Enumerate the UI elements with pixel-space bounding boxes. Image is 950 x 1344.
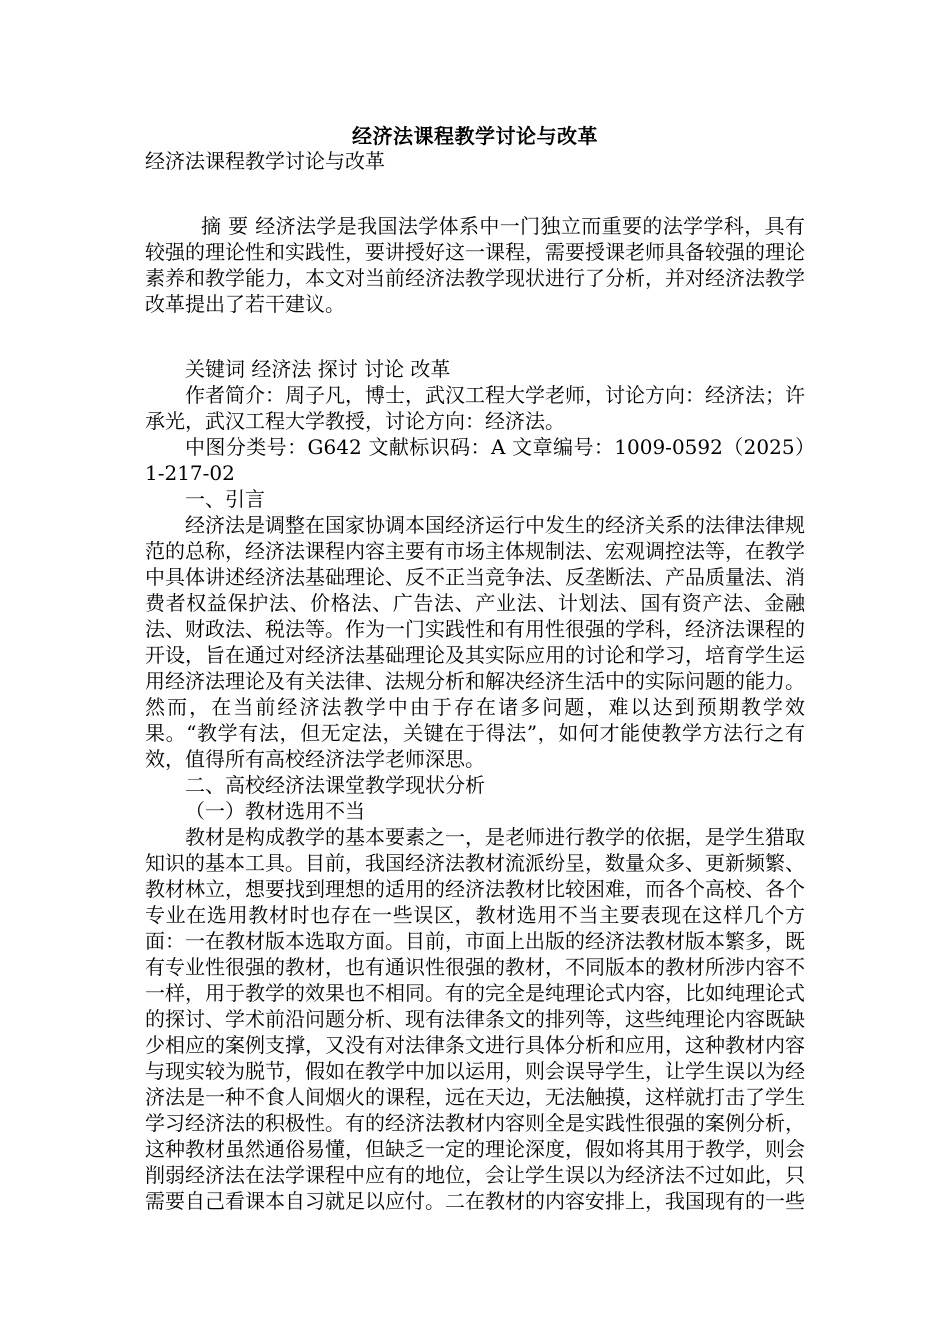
spacer xyxy=(145,200,805,213)
document-body xyxy=(145,148,805,1214)
document-subtitle: 经济法课程教学讨论与改革 xyxy=(145,149,385,173)
section-heading-analysis: 二、高校经济法课堂教学现状分析 xyxy=(185,773,485,797)
subsection-heading-textbook: （一）教材选用不当 xyxy=(185,799,365,823)
classification-line: 中图分类号：G642 文献标识码：A 文章编号：1009-0592（2025）1-217-02 xyxy=(145,435,805,485)
abstract-paragraph: 摘 要 经济法学是我国法学体系中一门独立而重要的法学学科，具有较强的理论性和实践性，要讲授好这一课程，需要授课老师具备较强的理论素养和教学能力，本文对当前经济法教学现状进行了分析，并对经济法教学改革提出了若干建议。 xyxy=(145,214,805,316)
introduction-paragraph: 经济法是调整在国家协调本国经济运行中发生的经济关系的法律法律规范的总称，经济法课程内容主要有市场主体规制法、宏观调控法等，在教学中具体讲述经济法基础理论、反不正当竞争法、反垄断法、产品质量法、消费者权益保护法、价格法、广告法、产业法、计划法、国有资产法、金融法、财政法、税法等。作为一门实践性和有用性很强的学科，经济法课程的开设，旨在通过对经济法基础理论及其实际应用的讨论和学习，培育学生运用经济法理论及有关法律、法规分析和解决经济生活中的实际问题的能力。然而，在当前经济法教学中由于存在诸多问题，难以达到预期教学效果。“教学有法，但无定法，关键在于得法”，如何才能使教学方法行之有效，值得所有高校经济法学老师深思。 xyxy=(145,513,805,771)
document-title: 经济法课程教学讨论与改革 xyxy=(352,124,598,148)
keywords-line: 关键词 经济法 探讨 讨论 改革 xyxy=(185,357,451,381)
spacer xyxy=(145,317,805,343)
spacer xyxy=(145,174,805,200)
section-heading-introduction: 一、引言 xyxy=(185,487,265,511)
spacer xyxy=(145,343,805,356)
textbook-paragraph: 教材是构成教学的基本要素之一，是老师进行教学的依据，是学生猎取知识的基本工具。目前，我国经济法教材流派纷呈，数量众多、更新频繁、教材林立，想要找到理想的适用的经济法教材比较困难，而各个高校、各个专业在选用教材时也存在一些误区，教材选用不当主要表现在这样几个方面：一在教材版本选取方面。目前，市面上出版的经济法教材版本繁多，既有专业性很强的教材，也有通识性很强的教材，不同版本的教材所涉内容不一样，用于教学的效果也不相同。有的完全是纯理论式内容，比如纯理论式的探讨、学术前沿问题分析、现有法律条文的排列等，这些纯理论内容既缺少相应的案例支撑，又没有对法律条文进行具体分析和应用，这种教材内容与现实较为脱节，假如在教学中加以运用，则会误导学生，让学生误以为经济法是一种不食人间烟火的课程，远在天边，无法触摸，这样就打击了学生学习经济法的积极性。有的经济法教材内容则全是实践性很强的案例分析，这种教材虽然通俗易懂，但缺乏一定的理论深度，假如将其用于教学，则会削弱经济法在法学课程中应有的地位，会让学生误以为经济法不过如此，只需要自己看课本自习就足以应付。二在教材的内容安排上，我国现有的一些 xyxy=(145,825,805,1213)
author-intro: 作者简介：周子凡，博士，武汉工程大学老师，讨论方向：经济法；许承光，武汉工程大学教授，讨论方向：经济法。 xyxy=(145,383,805,433)
